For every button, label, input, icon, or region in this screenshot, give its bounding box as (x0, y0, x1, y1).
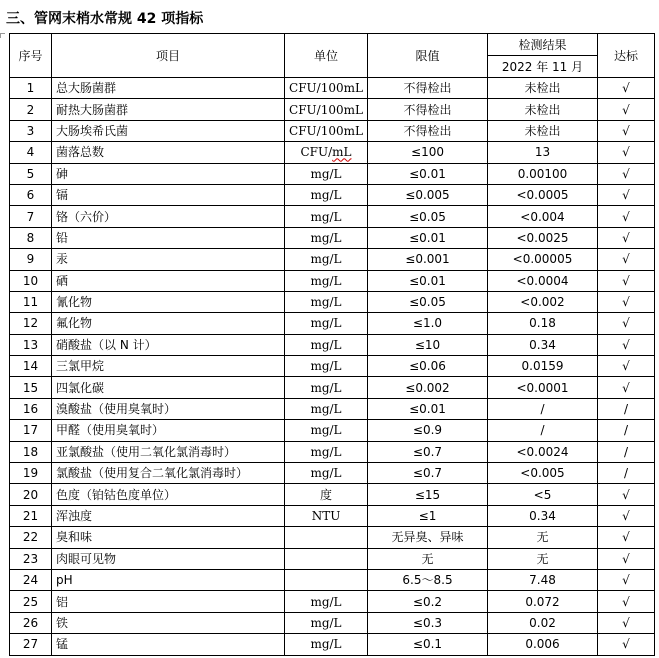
row-result: 未检出 (488, 99, 598, 120)
row-pass: √ (598, 120, 655, 141)
row-pass: / (598, 441, 655, 462)
row-limit: ≤15 (368, 484, 488, 505)
row-result: <0.0005 (488, 184, 598, 205)
row-index: 9 (10, 249, 52, 270)
table-row (10, 527, 655, 548)
row-item: pH (52, 569, 285, 590)
row-result: 无 (488, 548, 598, 569)
row-pass: √ (598, 249, 655, 270)
row-index: 14 (10, 356, 52, 377)
row-unit: mg/L (285, 334, 368, 355)
row-item: 三氯甲烷 (52, 356, 285, 377)
row-unit: mg/L (285, 206, 368, 227)
header-result-date: 2022 年 11 月 (488, 56, 598, 78)
row-item: 溴酸盐（使用臭氧时） (52, 398, 285, 419)
row-pass: √ (598, 227, 655, 248)
row-item: 锰 (52, 634, 285, 655)
row-item: 氰化物 (52, 291, 285, 312)
row-index: 18 (10, 441, 52, 462)
row-item: 四氯化碳 (52, 377, 285, 398)
row-limit: ≤100 (368, 142, 488, 163)
row-limit: ≤0.7 (368, 441, 488, 462)
row-index: 13 (10, 334, 52, 355)
header-limit: 限值 (368, 34, 488, 78)
row-index: 27 (10, 634, 52, 655)
row-result: <0.005 (488, 463, 598, 484)
table-row (10, 463, 655, 484)
table-row (10, 313, 655, 334)
row-limit: ≤0.002 (368, 377, 488, 398)
row-unit (285, 569, 368, 590)
row-unit: mg/L (285, 463, 368, 484)
row-pass: √ (598, 484, 655, 505)
row-pass: √ (598, 634, 655, 655)
row-unit: mg/L (285, 163, 368, 184)
row-item: 铬（六价） (52, 206, 285, 227)
row-pass: √ (598, 527, 655, 548)
row-index: 21 (10, 505, 52, 526)
row-limit: 不得检出 (368, 78, 488, 99)
row-item: 铅 (52, 227, 285, 248)
row-unit: mg/L (285, 227, 368, 248)
row-unit: mg/L (285, 591, 368, 612)
table-row (10, 78, 655, 99)
row-limit: ≤0.01 (368, 163, 488, 184)
row-item: 铝 (52, 591, 285, 612)
row-result: 13 (488, 142, 598, 163)
row-pass: √ (598, 163, 655, 184)
row-unit: mg/L (285, 356, 368, 377)
row-item: 色度（铂钴色度单位） (52, 484, 285, 505)
row-limit: 无 (368, 548, 488, 569)
header-item: 项目 (52, 34, 285, 78)
row-result: 7.48 (488, 569, 598, 590)
row-unit: NTU (285, 505, 368, 526)
header-result: 检测结果 (488, 34, 598, 56)
row-result: 0.02 (488, 612, 598, 633)
table-row (10, 569, 655, 590)
row-unit: 度 (285, 484, 368, 505)
table-row (10, 612, 655, 633)
row-limit: ≤0.05 (368, 206, 488, 227)
row-result: 0.00100 (488, 163, 598, 184)
row-unit (285, 527, 368, 548)
table-row (10, 291, 655, 312)
row-index: 17 (10, 420, 52, 441)
row-result: <0.0024 (488, 441, 598, 462)
row-unit: mg/L (285, 398, 368, 419)
row-result: 0.18 (488, 313, 598, 334)
row-item: 亚氯酸盐（使用二氧化氯消毒时） (52, 441, 285, 462)
row-index: 11 (10, 291, 52, 312)
table-row (10, 634, 655, 655)
row-index: 6 (10, 184, 52, 205)
row-item: 甲醛（使用臭氧时） (52, 420, 285, 441)
row-pass: √ (598, 569, 655, 590)
row-index: 15 (10, 377, 52, 398)
row-limit: ≤0.1 (368, 634, 488, 655)
table-row (10, 591, 655, 612)
row-index: 22 (10, 527, 52, 548)
row-limit: ≤0.05 (368, 291, 488, 312)
row-limit: 不得检出 (368, 99, 488, 120)
row-index: 7 (10, 206, 52, 227)
row-item: 铁 (52, 612, 285, 633)
row-result: <0.0001 (488, 377, 598, 398)
row-pass: / (598, 420, 655, 441)
row-item: 镉 (52, 184, 285, 205)
row-unit: CFU/100mL (285, 120, 368, 141)
row-unit (285, 548, 368, 569)
row-item: 汞 (52, 249, 285, 270)
table-row (10, 163, 655, 184)
row-index: 5 (10, 163, 52, 184)
row-limit: ≤1.0 (368, 313, 488, 334)
row-result: 0.072 (488, 591, 598, 612)
row-pass: √ (598, 99, 655, 120)
row-index: 2 (10, 99, 52, 120)
row-limit: ≤0.01 (368, 398, 488, 419)
row-item: 肉眼可见物 (52, 548, 285, 569)
table-row (10, 484, 655, 505)
row-result: 无 (488, 527, 598, 548)
row-limit: ≤0.001 (368, 249, 488, 270)
table-row (10, 356, 655, 377)
row-item: 硒 (52, 270, 285, 291)
row-result: 0.34 (488, 334, 598, 355)
row-pass: √ (598, 78, 655, 99)
row-pass: √ (598, 505, 655, 526)
row-index: 16 (10, 398, 52, 419)
row-result: 未检出 (488, 78, 598, 99)
row-unit: mg/L (285, 291, 368, 312)
header-index: 序号 (10, 34, 52, 78)
row-pass: √ (598, 356, 655, 377)
row-unit: mg/L (285, 420, 368, 441)
row-limit: ≤10 (368, 334, 488, 355)
row-result: <0.004 (488, 206, 598, 227)
row-limit: ≤0.01 (368, 227, 488, 248)
row-index: 19 (10, 463, 52, 484)
row-pass: √ (598, 334, 655, 355)
corner-mark (0, 33, 5, 38)
row-item: 硝酸盐（以 N 计） (52, 334, 285, 355)
row-index: 10 (10, 270, 52, 291)
row-result: <5 (488, 484, 598, 505)
row-pass: √ (598, 184, 655, 205)
row-limit: ≤0.06 (368, 356, 488, 377)
row-pass: √ (598, 206, 655, 227)
row-index: 23 (10, 548, 52, 569)
table-row (10, 206, 655, 227)
section-title: 三、管网末梢水常规 42 项指标 (6, 11, 204, 27)
header-pass: 达标 (598, 34, 655, 78)
header-unit: 单位 (285, 34, 368, 78)
row-limit: ≤1 (368, 505, 488, 526)
row-unit: mg/L (285, 270, 368, 291)
row-index: 25 (10, 591, 52, 612)
row-limit: 6.5～8.5 (368, 569, 488, 590)
row-result: 0.0159 (488, 356, 598, 377)
table-row (10, 227, 655, 248)
row-unit: mg/L (285, 634, 368, 655)
row-pass: √ (598, 142, 655, 163)
row-unit: mg/L (285, 441, 368, 462)
row-pass: √ (598, 313, 655, 334)
row-item: 浑浊度 (52, 505, 285, 526)
row-unit: CFU/100mL (285, 99, 368, 120)
row-index: 26 (10, 612, 52, 633)
row-pass: √ (598, 591, 655, 612)
row-pass: √ (598, 612, 655, 633)
row-limit: ≤0.005 (368, 184, 488, 205)
row-result: 0.006 (488, 634, 598, 655)
row-limit: ≤0.9 (368, 420, 488, 441)
row-limit: 无异臭、异味 (368, 527, 488, 548)
row-index: 1 (10, 78, 52, 99)
row-item: 氟化物 (52, 313, 285, 334)
row-limit: ≤0.3 (368, 612, 488, 633)
table-row (10, 142, 655, 163)
row-index: 12 (10, 313, 52, 334)
table-row (10, 420, 655, 441)
row-pass: √ (598, 548, 655, 569)
table-row (10, 249, 655, 270)
row-limit: ≤0.01 (368, 270, 488, 291)
row-pass: √ (598, 291, 655, 312)
row-result: 0.34 (488, 505, 598, 526)
row-index: 3 (10, 120, 52, 141)
row-index: 24 (10, 569, 52, 590)
table-row (10, 377, 655, 398)
row-result: / (488, 398, 598, 419)
row-item: 臭和味 (52, 527, 285, 548)
row-unit: mg/L (285, 313, 368, 334)
row-result: <0.0025 (488, 227, 598, 248)
table-row (10, 398, 655, 419)
indicator-table (9, 33, 655, 656)
row-pass: / (598, 398, 655, 419)
row-item: 大肠埃希氏菌 (52, 120, 285, 141)
row-result: / (488, 420, 598, 441)
row-unit: mg/L (285, 184, 368, 205)
row-index: 4 (10, 142, 52, 163)
row-limit: ≤0.2 (368, 591, 488, 612)
row-index: 8 (10, 227, 52, 248)
row-item: 耐热大肠菌群 (52, 99, 285, 120)
row-unit: mg/L (285, 377, 368, 398)
row-limit: ≤0.7 (368, 463, 488, 484)
row-unit: CFU/mL (285, 142, 368, 163)
row-pass: / (598, 463, 655, 484)
table-row (10, 120, 655, 141)
row-item: 砷 (52, 163, 285, 184)
table-row (10, 99, 655, 120)
row-result: <0.00005 (488, 249, 598, 270)
row-pass: √ (598, 377, 655, 398)
row-index: 20 (10, 484, 52, 505)
row-item: 总大肠菌群 (52, 78, 285, 99)
table-row (10, 270, 655, 291)
row-limit: 不得检出 (368, 120, 488, 141)
row-result: 未检出 (488, 120, 598, 141)
table-row (10, 505, 655, 526)
table-row (10, 548, 655, 569)
table-row (10, 441, 655, 462)
row-item: 氯酸盐（使用复合二氧化氯消毒时） (52, 463, 285, 484)
table-row (10, 334, 655, 355)
row-result: <0.002 (488, 291, 598, 312)
row-result: <0.0004 (488, 270, 598, 291)
row-unit: mg/L (285, 612, 368, 633)
row-pass: √ (598, 270, 655, 291)
table-row (10, 184, 655, 205)
row-item: 菌落总数 (52, 142, 285, 163)
row-unit: CFU/100mL (285, 78, 368, 99)
row-unit: mg/L (285, 249, 368, 270)
